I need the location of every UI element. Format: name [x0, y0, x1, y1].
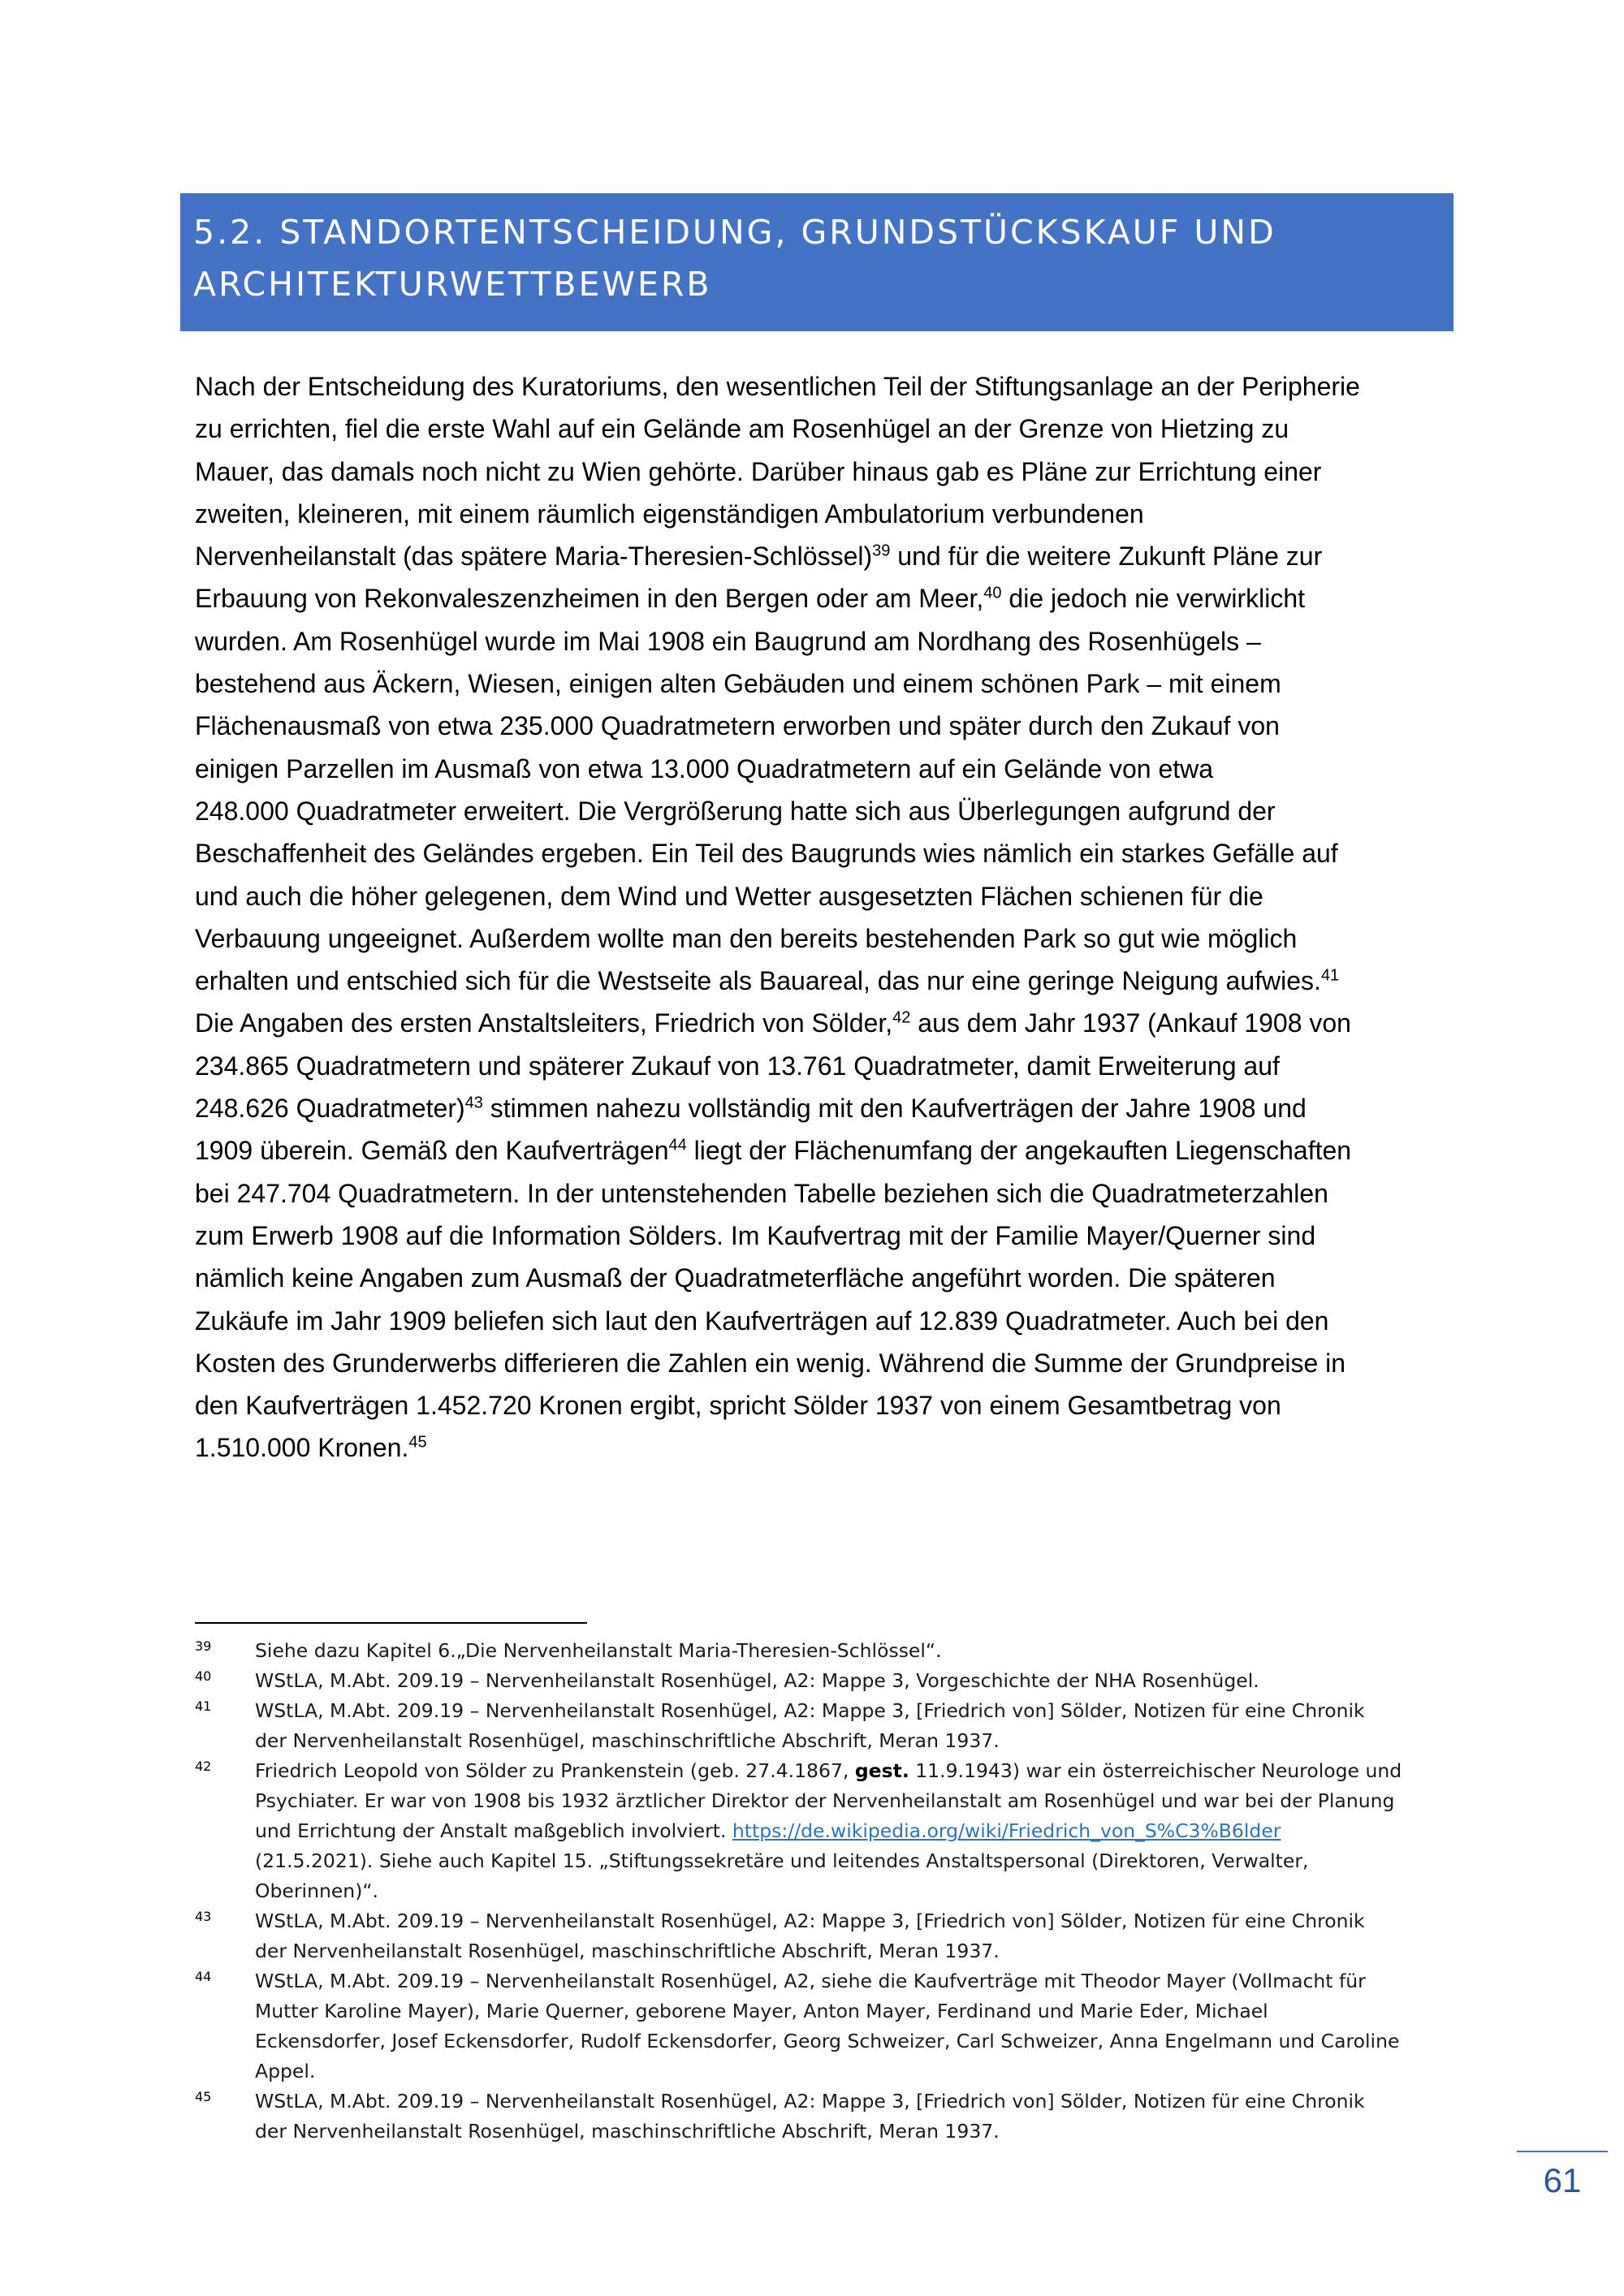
footnote [195, 1666, 1462, 1696]
body-line: 234.865 Quadratmetern und späterer Zukauf von 13.761 Quadratmeter, damit Erweiterung auf [195, 1051, 1280, 1081]
footnote-line: der Nervenheilanstalt Rosenhügel, maschinschriftliche Abschrift, Meran 1937. [255, 2120, 1000, 2143]
body-line: den Kaufverträgen 1.452.720 Kronen ergibt, spricht Sölder 1937 von einem Gesamtbetrag von [195, 1391, 1281, 1421]
footnotes [195, 1636, 1462, 2147]
footnote-line: 41 WStLA, M.Abt. 209.19 – Nervenheilanstalt Rosenhügel, A2: Mappe 3, [Friedrich von] Sölder, Notizen für eine Chronik [195, 1696, 1462, 1726]
footnote-line: und Errichtung der Anstalt maßgeblich involviert. https://de.wikipedia.org/wiki/Friedrich_von_S%C3%B6lder [255, 1819, 1281, 1842]
body-line: Erbauung von Rekonvaleszenzheimen in den Bergen oder am Meer,$^{40}$ die jedoch nie verwirklicht [195, 584, 1306, 614]
footnote-number: 40 [195, 1668, 212, 1684]
footnote-number: 39 [195, 1638, 212, 1654]
footnote-ref[interactable]: 44 [668, 1136, 687, 1154]
footnote-ref[interactable]: 42 [892, 1008, 911, 1027]
footnote-line: Mutter Karoline Mayer), Marie Querner, geborene Mayer, Anton Mayer, Ferdinand und Marie Eder, Michael [255, 2000, 1268, 2022]
body-line: 1909 überein. Gemäß den Kaufverträgen$^{44}$ liegt der Flächenumfang der angekauften Liegenschaften [195, 1136, 1352, 1166]
body-line: bei 247.704 Quadratmetern. In der untenstehenden Tabelle beziehen sich die Quadratmeterzahlen [195, 1178, 1328, 1208]
footnote [195, 2087, 1462, 2147]
footnote-line: 44 WStLA, M.Abt. 209.19 – Nervenheilanstalt Rosenhügel, A2, siehe die Kaufverträge mit Theodor Mayer (Vollmacht für [195, 1966, 1462, 1996]
footnote [195, 1756, 1462, 1906]
body-line: Nervenheilanstalt (das spätere Maria-Theresien-Schlössel)$^{39}$ und für die weitere Zukunft Pläne zur [195, 542, 1323, 572]
body-line: bestehend aus Äckern, Wiesen, einigen alten Gebäuden und einem schönen Park – mit einem [195, 669, 1281, 699]
body-line: Beschaffenheit des Geländes ergeben. Ein Teil des Baugrunds wies nämlich ein starkes Gefälle auf [195, 839, 1338, 869]
footnote [195, 1966, 1462, 2087]
body-line: wurden. Am Rosenhügel wurde im Mai 1908 ein Baugrund am Nordhang des Rosenhügels – [195, 626, 1261, 656]
body-line: zu errichten, fiel die erste Wahl auf ein Gelände am Rosenhügel an der Grenze von Hietzing zu [195, 414, 1289, 444]
body-line: und auch die höher gelegenen, dem Wind und Wetter ausgesetzten Flächen schienen für die [195, 881, 1263, 911]
footnote-number: 41 [195, 1698, 212, 1714]
body-line: Die Angaben des ersten Anstaltsleiters, Friedrich von Sölder,$^{42}$ aus dem Jahr 1937 (Ankauf 1908 von [195, 1008, 1351, 1038]
body-line: 1.510.000 Kronen.$^{45}$ [195, 1433, 427, 1463]
body-line: Verbauung ungeeignet. Außerdem wollte man den bereits bestehenden Park so gut wie möglich [195, 923, 1298, 953]
footnote-ref[interactable]: 39 [872, 542, 891, 560]
body-line: 248.626 Quadratmeter)$^{43}$ stimmen nahezu vollständig mit den Kaufverträgen der Jahre 1908 und [195, 1094, 1307, 1124]
body-line: nämlich keine Angaben zum Ausmaß der Quadratmeterfläche angeführt worden. Die späteren [195, 1263, 1276, 1293]
footnote-line: 45 WStLA, M.Abt. 209.19 – Nervenheilanstalt Rosenhügel, A2: Mappe 3, [Friedrich von] Sölder, Notizen für eine Chronik [195, 2087, 1462, 2117]
footnote [195, 1906, 1462, 1966]
body-line: erhalten und entschied sich für die Westseite als Bauareal, das nur eine geringe Neigung aufwies.$^{41}$ [195, 966, 1340, 996]
footnote-number: 45 [195, 2089, 212, 2104]
footnote-separator [195, 1622, 587, 1624]
footnote-line: Psychiater. Er war von 1908 bis 1932 ärztlicher Direktor der Nervenheilanstalt am Rosenhügel und war bei der Planung [255, 1789, 1395, 1812]
footnote-line: Eckensdorfer, Josef Eckensdorfer, Rudolf Eckensdorfer, Georg Schweizer, Carl Schweizer, Anna Engelmann und Caroline [255, 2030, 1400, 2052]
footnote-line: der Nervenheilanstalt Rosenhügel, maschinschriftliche Abschrift, Meran 1937. [255, 1729, 1000, 1752]
footnote-number: 43 [195, 1909, 212, 1924]
body-line: Nach der Entscheidung des Kuratoriums, den wesentlichen Teil der Stiftungsanlage an der Peripherie [195, 372, 1360, 401]
page-number-rule [1517, 2151, 1608, 2152]
footnote-number: 44 [195, 1969, 212, 1984]
body-line: 248.000 Quadratmeter erweitert. Die Vergrößerung hatte sich aus Überlegungen aufgrund der [195, 796, 1276, 826]
page-number: 61 [1543, 2161, 1582, 2199]
footnote-line: 43 WStLA, M.Abt. 209.19 – Nervenheilanstalt Rosenhügel, A2: Mappe 3, [Friedrich von] Sölder, Notizen für eine Chronik [195, 1906, 1462, 1936]
footnote-number: 42 [195, 1759, 212, 1774]
body-line: Mauer, das damals noch nicht zu Wien gehörte. Darüber hinaus gab es Pläne zur Errichtung einer [195, 456, 1322, 486]
footnote-ref[interactable]: 45 [408, 1433, 427, 1452]
section-heading-line-2: ARCHITEKTURWETTBEWERB [193, 265, 712, 304]
body-line: Kosten des Grunderwerbs differieren die Zahlen ein wenig. Während die Summe der Grundpreise in [195, 1348, 1346, 1378]
footnote-line: (21.5.2021). Siehe auch Kapitel 15. „Stiftungssekretäre und leitendes Anstaltspersonal (Direktoren, Verwalter, [255, 1849, 1309, 1872]
body-line: Zukäufe im Jahr 1909 beliefen sich laut den Kaufverträgen auf 12.839 Quadratmeter. Auch bei den [195, 1306, 1329, 1336]
footnote-ref[interactable]: 40 [983, 584, 1002, 602]
footnote-line: 39 Siehe dazu Kapitel 6.„Die Nervenheilanstalt Maria-Theresien-Schlössel“. [195, 1636, 1462, 1666]
footnote-line: Appel. [255, 2060, 316, 2082]
footnote-ref[interactable]: 43 [464, 1094, 483, 1112]
body-line: zum Erwerb 1908 auf die Information Sölders. Im Kaufvertrag mit der Familie Mayer/Querner sind [195, 1220, 1316, 1250]
body-line: Flächenausmaß von etwa 235.000 Quadratmetern erworben und später durch den Zukauf von [195, 711, 1280, 741]
wikipedia-link[interactable]: https://de.wikipedia.org/wiki/Friedrich_von_S%C3%B6lder [732, 1819, 1281, 1842]
footnote [195, 1696, 1462, 1756]
body-line: zweiten, kleineren, mit einem räumlich eigenständigen Ambulatorium verbundenen [195, 498, 1144, 529]
footnote-line: Oberinnen)“. [255, 1880, 379, 1902]
section-heading-line-1: 5.2. STANDORTENTSCHEIDUNG, GRUNDSTÜCKSKAUF UND [193, 213, 1276, 252]
footnote-line: 42 Friedrich Leopold von Sölder zu Prankenstein (geb. 27.4.1867, gest. 11.9.1943) war ein österreichischer Neurologe und [195, 1756, 1462, 1786]
footnote-line: der Nervenheilanstalt Rosenhügel, maschinschriftliche Abschrift, Meran 1937. [255, 1940, 1000, 1962]
footnote-line: 40 WStLA, M.Abt. 209.19 – Nervenheilanstalt Rosenhügel, A2: Mappe 3, Vorgeschichte der NHA Rosenhügel. [195, 1666, 1462, 1696]
footnote-ref[interactable]: 41 [1320, 966, 1340, 985]
body-line: einigen Parzellen im Ausmaß von etwa 13.000 Quadratmetern auf ein Gelände von etwa [195, 753, 1214, 783]
footnote [195, 1636, 1462, 1666]
section-heading [180, 193, 1453, 331]
body-paragraph [195, 365, 1445, 1470]
